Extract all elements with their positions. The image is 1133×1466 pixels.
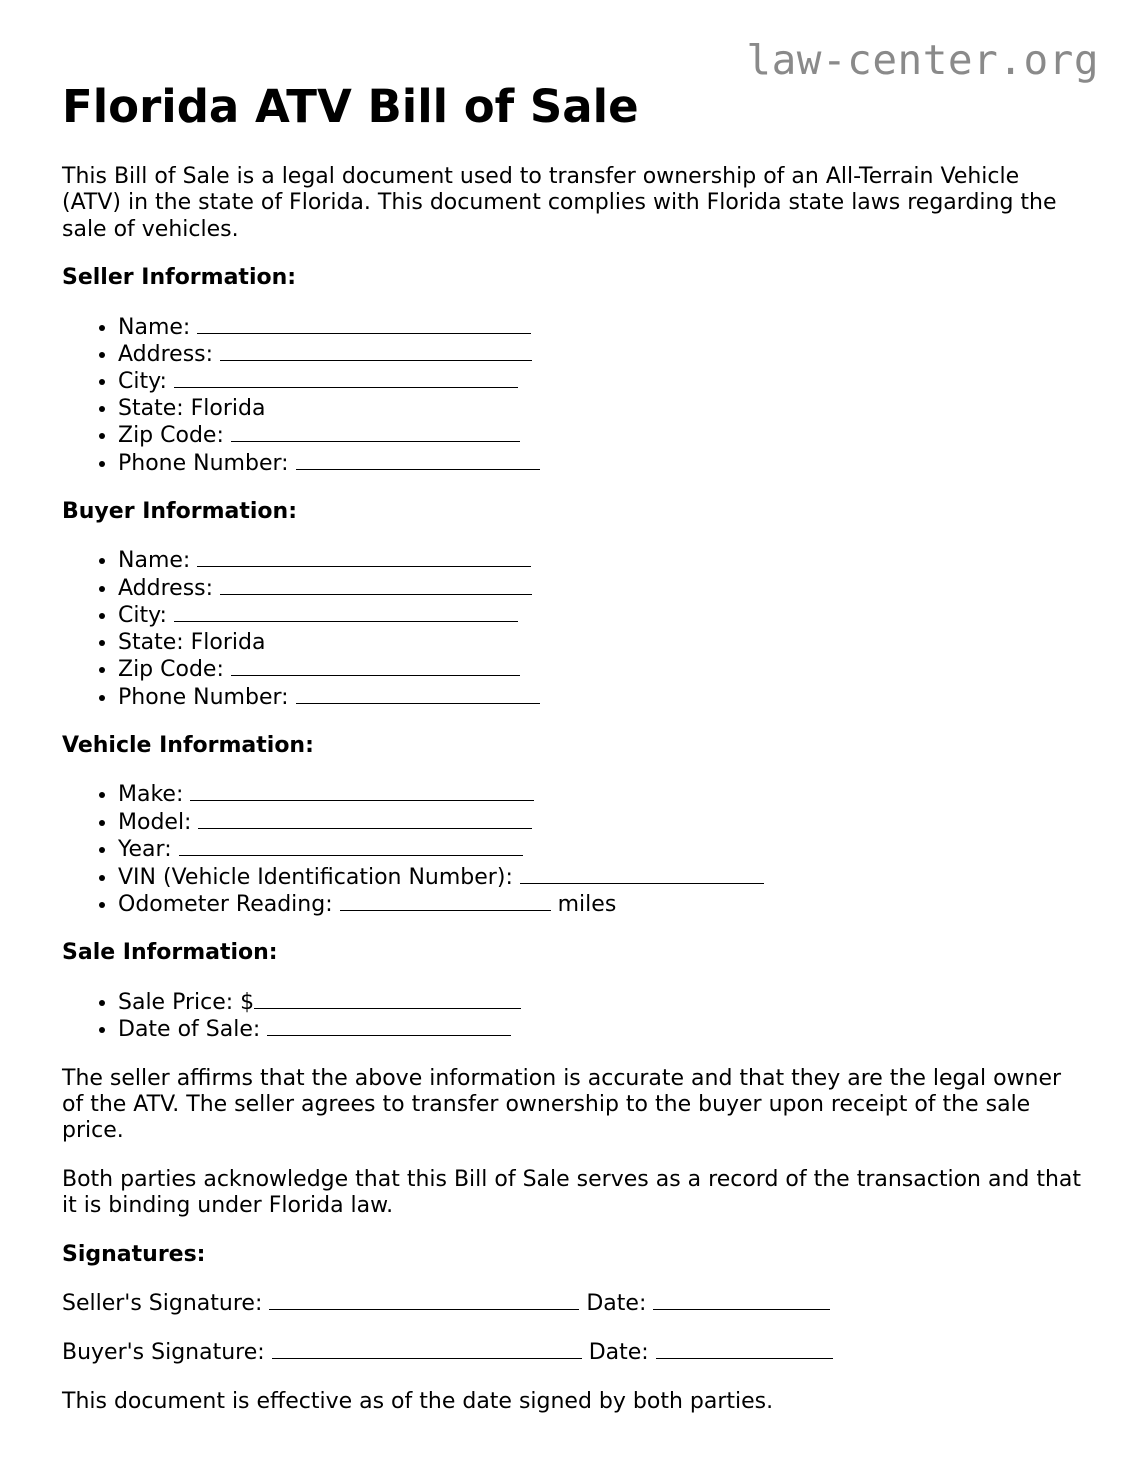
- seller-signature-field[interactable]: [269, 1290, 579, 1310]
- seller-signature-date-field[interactable]: [653, 1290, 830, 1310]
- vehicle-vin-label: VIN (Vehicle Identification Number):: [118, 864, 513, 890]
- seller-phone-field[interactable]: [296, 450, 540, 470]
- vehicle-make-field[interactable]: [190, 781, 534, 801]
- vehicle-make-item: [118, 781, 1082, 808]
- seller-address-field[interactable]: [220, 341, 532, 361]
- buyer-signature-field[interactable]: [272, 1339, 582, 1359]
- acknowledgment-paragraph: Both parties acknowledge that this Bill of Sale serves as a record of the transaction and that it is binding under Florida law.: [62, 1166, 1082, 1219]
- buyer-address-field[interactable]: [220, 575, 532, 595]
- vehicle-odometer-label: Odometer Reading:: [118, 891, 333, 917]
- intro-paragraph: This Bill of Sale is a legal document used to transfer ownership of an All-Terrain Vehicle (ATV) in the state of Florida. This document complies with Florida state laws regarding the sale of vehicles.: [62, 164, 1057, 242]
- buyer-address-item: [118, 575, 1082, 602]
- buyer-zip-label: Zip Code:: [118, 657, 224, 683]
- buyer-phone-field[interactable]: [296, 684, 540, 704]
- seller-phone-label: Phone Number:: [118, 450, 289, 476]
- affirmation-paragraph: The seller affirms that the above information is accurate and that they are the legal owner of the ATV. The seller agrees to transfer ownership to the buyer upon receipt of the sale price.: [62, 1065, 1062, 1144]
- seller-name-label: Name:: [118, 314, 191, 340]
- sale-price-field[interactable]: [254, 989, 521, 1009]
- buyer-city-label: City:: [118, 603, 167, 629]
- vehicle-model-item: [118, 809, 1082, 836]
- buyer-phone-label: Phone Number:: [118, 684, 289, 710]
- sale-section-heading: Sale Information:: [62, 940, 278, 966]
- buyer-name-label: Name:: [118, 548, 191, 574]
- buyer-name-item: [118, 547, 1082, 574]
- vehicle-odometer-unit: miles: [557, 891, 617, 917]
- buyer-address-label: Address:: [118, 575, 214, 601]
- seller-phone-item: [118, 450, 1082, 477]
- sale-date-field[interactable]: [267, 1016, 511, 1036]
- seller-address-item: [118, 341, 1082, 368]
- document-page: [62, 80, 1082, 1415]
- seller-city-field[interactable]: [174, 368, 518, 388]
- buyer-signature-row: [62, 1339, 1082, 1366]
- buyer-city-field[interactable]: [174, 602, 518, 622]
- seller-signature-label: Seller's Signature:: [62, 1291, 263, 1316]
- seller-list: [62, 314, 1082, 477]
- seller-zip-field[interactable]: [231, 422, 520, 442]
- buyer-signature-date-label: Date:: [588, 1340, 649, 1366]
- buyer-phone-item: [118, 684, 1082, 711]
- vehicle-year-label: Year:: [118, 837, 172, 863]
- buyer-state-item: • State: Florida: [118, 630, 1082, 656]
- sale-list: [62, 989, 1082, 1044]
- buyer-name-field[interactable]: [197, 547, 531, 567]
- seller-state-item: • State: Florida: [118, 396, 1082, 422]
- vehicle-odometer-field[interactable]: [340, 891, 551, 911]
- signatures-section-heading: Signatures:: [62, 1241, 206, 1267]
- seller-name-item: [118, 314, 1082, 341]
- seller-address-label: Address:: [118, 342, 214, 368]
- seller-zip-item: [118, 422, 1082, 449]
- page-title: Florida ATV Bill of Sale: [62, 80, 639, 133]
- buyer-signature-label: Buyer's Signature:: [62, 1340, 265, 1366]
- seller-name-field[interactable]: [197, 314, 531, 334]
- seller-signature-date-label: Date:: [586, 1291, 647, 1316]
- sale-price-item: [118, 989, 1082, 1016]
- buyer-list: [62, 547, 1082, 710]
- seller-zip-label: Zip Code:: [118, 423, 224, 449]
- vehicle-odometer-item: [118, 891, 1082, 918]
- sale-price-label: Sale Price: $: [118, 989, 255, 1015]
- vehicle-list: [62, 781, 1082, 918]
- sale-date-label: Date of Sale:: [118, 1017, 261, 1043]
- seller-city-item: [118, 368, 1082, 395]
- vehicle-section-heading: Vehicle Information:: [62, 732, 314, 758]
- seller-section-heading: Seller Information:: [62, 265, 297, 291]
- vehicle-vin-item: [118, 864, 1082, 891]
- vehicle-model-label: Model:: [118, 809, 192, 835]
- buyer-signature-date-field[interactable]: [656, 1339, 833, 1359]
- watermark: law-center.org: [746, 36, 1099, 84]
- buyer-zip-field[interactable]: [231, 656, 520, 676]
- buyer-section-heading: Buyer Information:: [62, 499, 297, 525]
- sale-date-item: [118, 1016, 1082, 1043]
- vehicle-year-field[interactable]: [179, 836, 523, 856]
- vehicle-vin-field[interactable]: [520, 864, 764, 884]
- vehicle-year-item: [118, 836, 1082, 863]
- buyer-zip-item: [118, 656, 1082, 683]
- seller-city-label: City:: [118, 369, 167, 395]
- vehicle-make-label: Make:: [118, 782, 184, 808]
- buyer-city-item: [118, 602, 1082, 629]
- vehicle-model-field[interactable]: [198, 809, 532, 829]
- seller-signature-row: [62, 1290, 1082, 1317]
- closing-paragraph: This document is effective as of the date signed by both parties.: [62, 1388, 774, 1414]
